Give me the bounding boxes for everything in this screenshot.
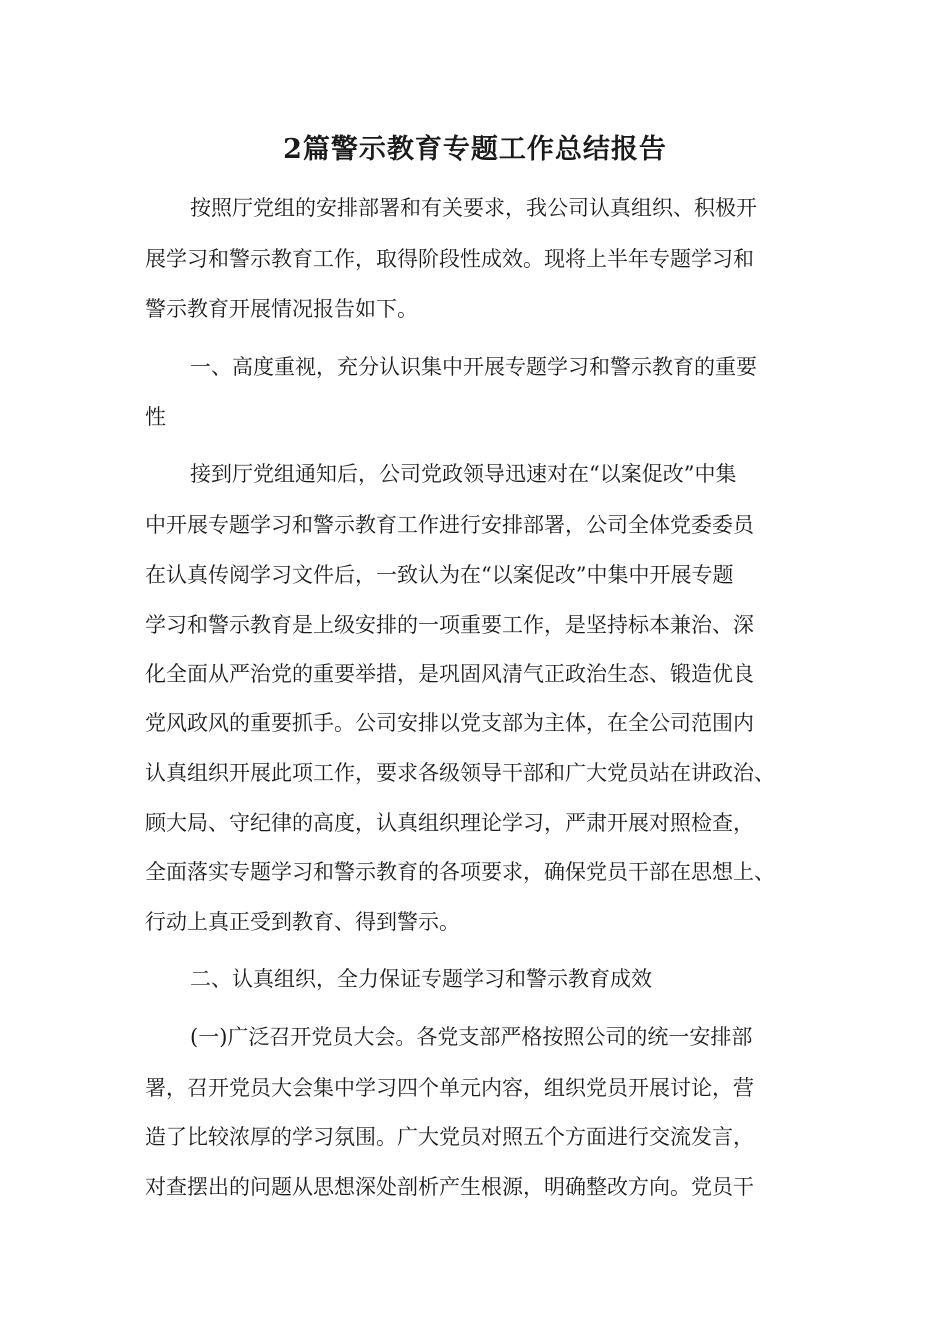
text-line: 认真组织开展此项工作，要求各级领导干部和广大党员站在讲政治、 xyxy=(145,761,775,785)
text-line: 对查摆出的问题从思想深处剖析产生根源，明确整改方向。党员干 xyxy=(145,1175,754,1199)
text-line: 接到厅党组通知后，公司党政领导迅速对在“以案促改”中集 xyxy=(190,462,737,486)
text-line: 按照厅党组的安排部署和有关要求，我公司认真组织、积极开 xyxy=(190,196,757,220)
text-line: 署，召开党员大会集中学习四个单元内容，组织党员开展讨论，营 xyxy=(145,1076,754,1100)
section-heading: 性 xyxy=(145,405,166,429)
text-line: 学习和警示教育是上级安排的一项重要工作，是坚持标本兼治、深 xyxy=(145,613,754,637)
text-line: (一)广泛召开党员大会。各党支部严格按照公司的统一安排部 xyxy=(190,1025,753,1049)
text-line: 展学习和警示教育工作，取得阶段性成效。现将上半年专题学习和 xyxy=(145,247,754,271)
text-line: 中开展专题学习和警示教育工作进行安排部署，公司全体党委委员 xyxy=(145,513,754,537)
text-line: 化全面从严治党的重要举措，是巩固风清气正政治生态、锻造优良 xyxy=(145,662,754,686)
text-line: 顾大局、守纪律的高度，认真组织理论学习，严肃开展对照检查， xyxy=(145,811,754,835)
document-title: 2篇警示教育专题工作总结报告 xyxy=(283,134,667,165)
text-line: 全面落实专题学习和警示教育的各项要求，确保党员干部在思想上、 xyxy=(145,860,775,884)
section-heading: 一、高度重视，充分认识集中开展专题学习和警示教育的重要 xyxy=(190,355,757,379)
text-line: 在认真传阅学习文件后，一致认为在“以案促改”中集中开展专题 xyxy=(145,563,734,587)
section-heading: 二、认真组织，全力保证专题学习和警示教育成效 xyxy=(190,967,652,991)
text-line: 党风政风的重要抓手。公司安排以党支部为主体，在全公司范围内 xyxy=(145,711,754,735)
text-line: 警示教育开展情况报告如下。 xyxy=(145,297,418,321)
text-line: 行动上真正受到教育、得到警示。 xyxy=(145,910,460,934)
text-line: 造了比较浓厚的学习氛围。广大党员对照五个方面进行交流发言， xyxy=(145,1125,754,1149)
